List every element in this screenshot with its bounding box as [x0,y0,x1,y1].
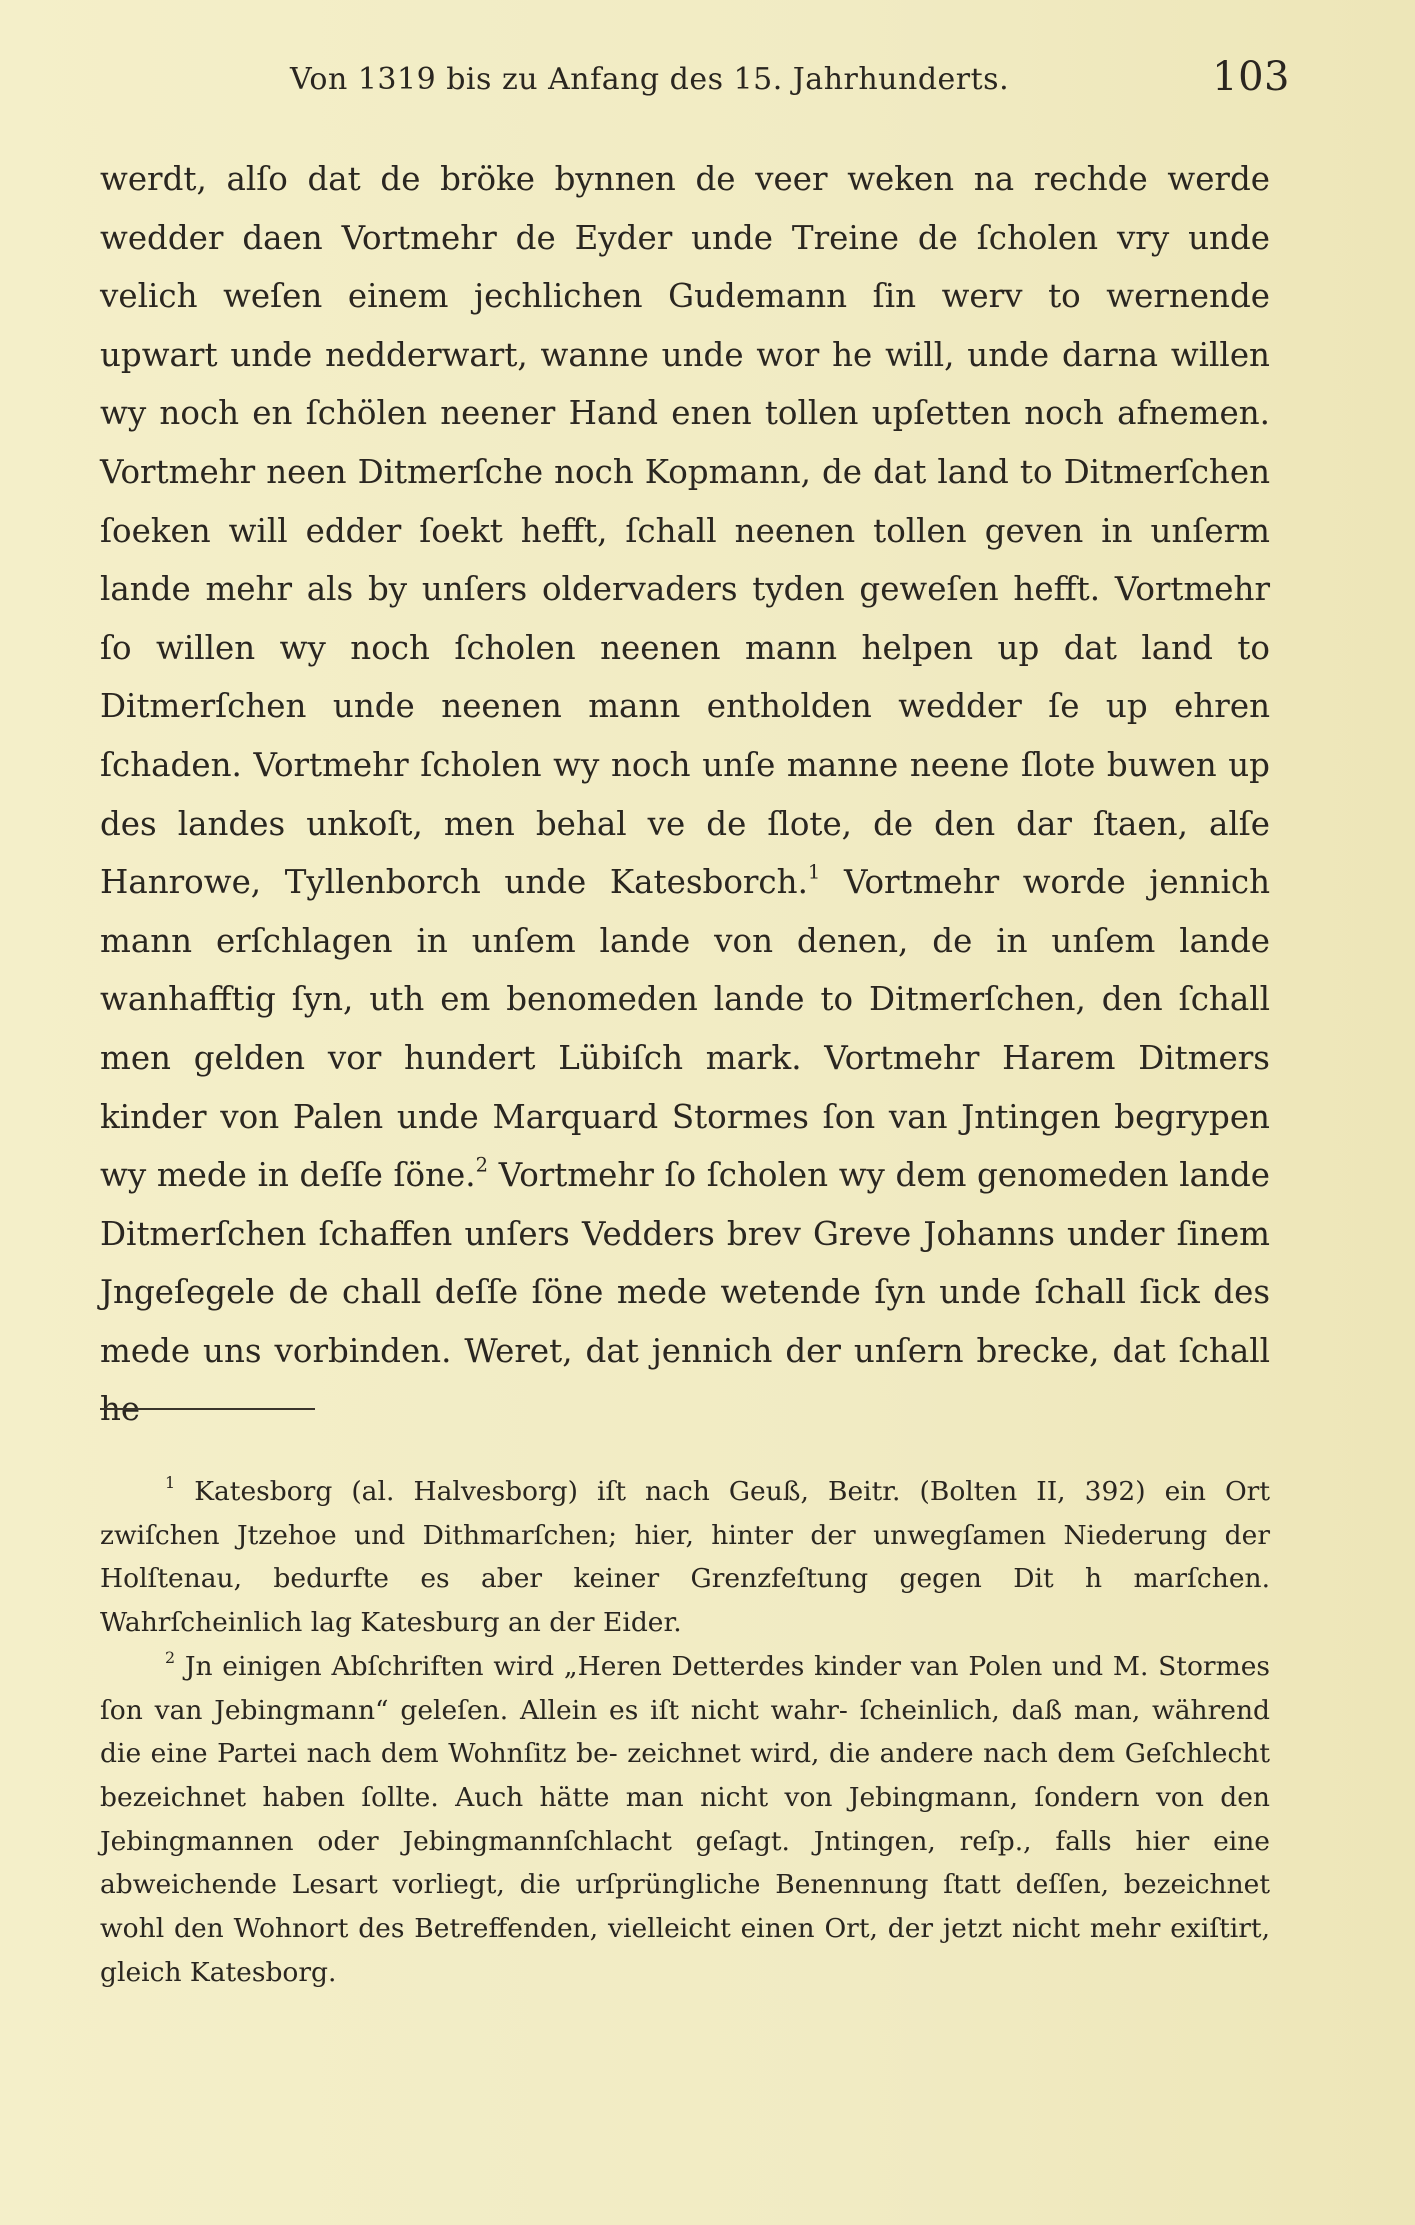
footnote-1-text: Katesborg (al. Halvesborg) iſt nach Geuß, Beitr. (Bolten II, 392) ein Ort zwiſchen Jtzehoe und Dithmarſchen; hier, hinter der unwegſamen Niederung der Holſtenau, bedurfte es aber keiner Grenzfeſtung gegen Dit h marſchen. Wahrſcheinlich lag Katesburg an der Eider. [100,1476,1270,1639]
body-text-part-1: werdt, alſo dat de bröke bynnen de veer weken na rechde werde wedder daen Vortmehr de Eyder unde Treine de ſcholen vry unde velich weſen einem jechlichen Gudemann ſin werv to wernende upwart unde nedderwart, wanne unde wor he will, unde darna willen wy noch en ſchölen neener Hand enen tollen upſetten noch afnemen. Vortmehr neen Ditmerſche noch Kopmann, de dat land to Ditmerſchen ſoeken will edder ſoekt hefft, ſchall neenen tollen geven in unſerm lande mehr als by unſers oldervaders tyden geweſen hefft. Vortmehr ſo willen wy noch ſcholen neenen mann helpen up dat land to Ditmerſchen unde neenen mann entholden wedder ſe up ehren ſchaden. Vortmehr ſcholen wy noch unſe manne neene ſlote buwen up des landes unkoſt, men behal ve de ſlote, de den dar ſtaen, alſe Hanrowe, Tyllenborch unde Katesborch. [100,160,1270,902]
main-text [100,150,1270,1439]
footnote-ref-1[interactable]: 1 [807,860,821,884]
body-text-part-3: Vortmehr ſo ſcholen wy dem genomeden lande Ditmerſchen ſchaffen unſers Vedders brev Greve Johanns under ſinem Jngeſegele de chall deſſe ſöne mede wetende ſyn unde ſchall ſick des mede uns vorbinden. Weret, dat jennich der unſern brecke, dat ſchall he [100,1156,1270,1429]
footnote-marker-2: 2 [165,1647,176,1667]
footnote-marker-1: 1 [165,1473,176,1493]
body-text-part-2: Vortmehr worde jennich mann erſchlagen in unſem lande von denen, de in unſem lande wanhafftig ſyn, uth em benomeden lande to Ditmerſchen, den ſchall men gelden vor hundert Lübiſch mark. Vortmehr Harem Ditmers kinder von Palen unde Marquard Stormes ſon van Jntingen begrypen wy mede in deſſe ſöne. [100,863,1271,1195]
body-paragraph [100,150,1270,1439]
page-number: 103 [1212,54,1290,100]
footnote-ref-2[interactable]: 2 [475,1153,489,1177]
footnote-divider [100,1408,315,1410]
footnotes [100,1470,1270,1994]
page-header [290,54,1290,112]
footnote-2-text: Jn einigen Abſchriften wird „Heren Detterdes kinder van Polen und M. Stormes ſon van Jebingmann“ geleſen. Allein es iſt nicht wahr- ſcheinlich, daß man, während die eine Partei nach dem Wohnſitz be- zeichnet wird, die andere nach dem Geſchlecht bezeichnet haben ſollte. Auch hätte man nicht von Jebingmann, ſondern von den Jebingmannen oder Jebingmannſchlacht geſagt. Jntingen, reſp., falls hier eine abweichende Lesart vorliegt, die urſprüngliche Benennung ſtatt deſſen, bezeichnet wohl den Wohnort des Betreffenden, vielleicht einen Ort, der jetzt nicht mehr exiſtirt, gleich Katesborg. [100,1650,1270,1988]
footnote-1 [100,1470,1270,1645]
footnote-2 [100,1645,1270,1995]
running-title: Von 1319 bis zu Anfang des 15. Jahrhunderts. [290,62,1010,97]
